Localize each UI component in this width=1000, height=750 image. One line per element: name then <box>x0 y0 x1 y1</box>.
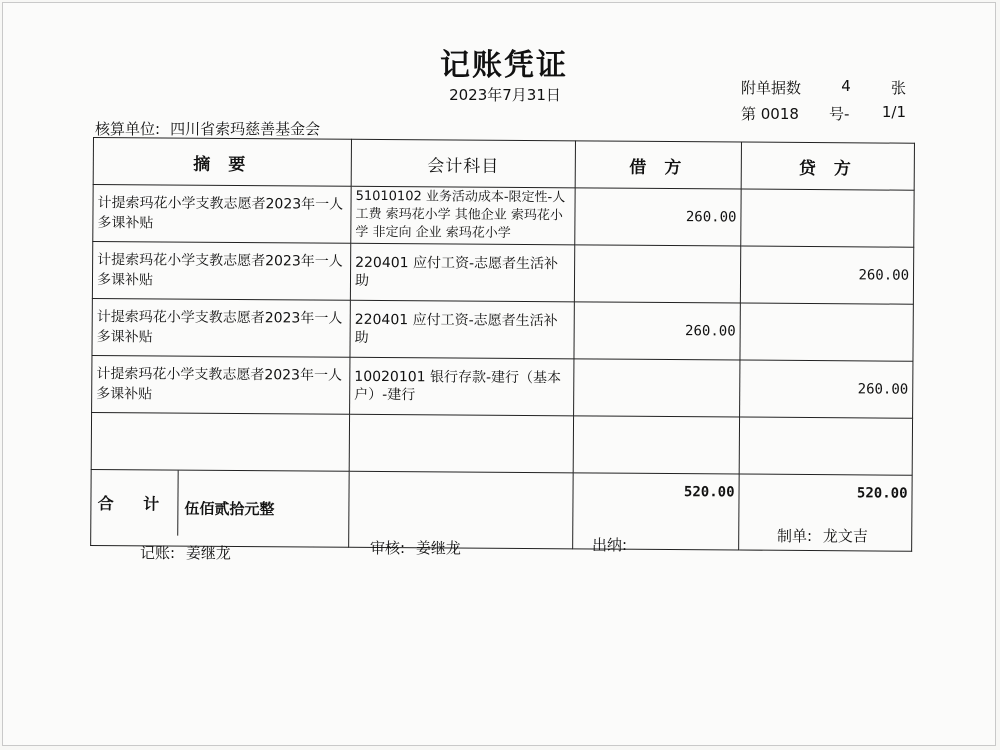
voucher-page: 1/1 <box>881 103 906 121</box>
row-account: 51010102 业务活动成本-限定性-人工费 索玛花小学 其他企业 索玛花小学 非定向 企业 索玛花小学 <box>351 186 575 245</box>
voucher-title: 记账凭证 <box>440 48 568 83</box>
row-summary <box>91 412 349 471</box>
attachments-info <box>741 77 906 98</box>
table-row <box>92 355 913 418</box>
accounting-unit-label: 核算单位: <box>95 120 161 138</box>
row-summary: 计提索玛花小学支教志愿者2023年一人多课补贴 <box>92 355 350 414</box>
header-debit: 借 方 <box>575 141 741 189</box>
row-account: 220401 应付工资-志愿者生活补助 <box>350 243 574 302</box>
total-cell <box>91 469 350 547</box>
row-summary: 计提索玛花小学支教志愿者2023年一人多课补贴 <box>93 185 351 244</box>
attachments-count: 4 <box>841 77 851 95</box>
header-account: 会计科目 <box>351 139 575 188</box>
preparer-label: 制单: <box>777 527 813 545</box>
reviewer-name: 姜继龙 <box>415 539 461 557</box>
bookkeeper-field <box>140 542 231 563</box>
reviewer-label: 审核: <box>370 539 406 557</box>
row-credit: 260.00 <box>740 360 913 418</box>
voucher-date: 2023年7月31日 <box>449 86 561 104</box>
total-amount-words: 伍佰贰拾元整 <box>184 499 275 519</box>
row-account: 10020101 银行存款-建行（基本户）-建行 <box>350 357 574 416</box>
table-row <box>92 242 913 305</box>
total-credit: 520.00 <box>739 474 913 551</box>
row-debit: 260.00 <box>574 302 740 360</box>
total-debit: 520.00 <box>573 473 740 550</box>
voucher-number-label: 号- <box>829 105 850 123</box>
total-label: 合 计 <box>91 470 178 536</box>
table-row <box>93 185 914 248</box>
row-debit <box>574 245 740 303</box>
row-debit <box>574 359 740 417</box>
preparer-field <box>777 525 868 546</box>
header-summary: 摘 要 <box>93 138 351 187</box>
row-credit: 260.00 <box>740 246 913 304</box>
row-credit <box>740 303 913 361</box>
row-summary: 计提索玛花小学支教志愿者2023年一人多课补贴 <box>92 298 350 357</box>
row-debit <box>573 416 739 474</box>
row-account: 220401 应付工资-志愿者生活补助 <box>350 300 574 359</box>
table-row <box>91 412 912 475</box>
row-credit <box>739 417 912 475</box>
bookkeeper-label: 记账: <box>140 544 176 562</box>
table-row <box>92 298 913 361</box>
preparer-name: 龙文吉 <box>822 527 868 545</box>
row-debit: 260.00 <box>575 188 741 246</box>
header-credit: 贷 方 <box>741 142 914 190</box>
voucher-number <box>741 103 906 124</box>
accounting-unit <box>95 118 320 139</box>
attachments-unit: 张 <box>890 79 906 97</box>
cashier-field <box>592 534 627 555</box>
row-credit <box>741 189 914 247</box>
row-summary: 计提索玛花小学支教志愿者2023年一人多课补贴 <box>92 242 350 301</box>
row-account <box>349 414 573 473</box>
bookkeeper-name: 姜继龙 <box>185 544 231 562</box>
table-header-row <box>93 138 914 191</box>
attachments-label: 附单据数 <box>741 79 802 97</box>
voucher-table <box>90 137 915 552</box>
cashier-label: 出纳: <box>592 536 628 554</box>
accounting-unit-name: 四川省索玛慈善基金会 <box>170 120 321 138</box>
reviewer-field <box>370 537 461 558</box>
voucher-number-value: 第 0018 <box>741 105 799 123</box>
